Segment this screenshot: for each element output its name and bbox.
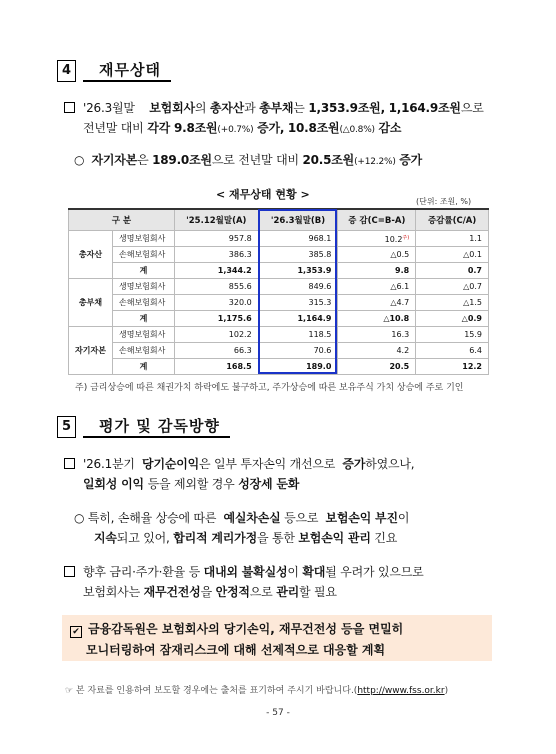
table-cell-a [174,327,258,343]
text: 이 [397,511,410,525]
section-title: 평가 및 감독방향 [83,416,230,438]
text: (+0.7%) [217,125,254,135]
table-cell-sub [112,231,174,247]
text: 은 [137,153,149,167]
page-number: - 57 - [266,708,290,718]
cell-value: 손해보험회사 [118,346,166,355]
text: 20.5조원 [302,153,355,167]
group-label: 총자산 [69,231,113,279]
table-cell-d [416,359,489,375]
text: 향후 금리·주가·환율 등 [83,565,200,579]
table-cell-sub [112,311,174,327]
text: 당기순이익 [142,457,200,471]
cell-value: 20.5 [389,362,410,371]
table-cell-a [174,359,258,375]
text: 자기자본 [91,153,138,167]
table-cell-sub [112,263,174,279]
cell-value: 6.4 [469,346,482,355]
text: 확대 [302,565,326,579]
text: 긴요 [374,531,398,545]
table-cell-d [416,247,489,263]
text: 일회성 이익 [83,477,144,491]
text: 관리 [276,585,299,599]
group-label: 자기자본 [69,327,113,375]
table-cell-d [416,295,489,311]
table-cell-a [174,231,258,247]
cell-value: 10.2 [384,234,403,244]
text: 보험손익 관리 [298,531,371,545]
cell-value: 386.3 [228,250,252,259]
circle-bullet-icon: ○ [74,153,85,167]
checkmark-icon: ✔ [70,626,82,638]
table-cell-c [338,311,416,327]
cell-value: 12.2 [462,362,482,371]
cell-value: 16.3 [391,330,410,339]
s5-paragraph-3-line-2 [83,584,337,600]
cell-value: 849.6 [308,282,332,291]
table-cell-a [174,295,258,311]
text: 되고 있어, [116,531,170,545]
text: 으로 [249,585,273,599]
text: 성장세 둔화 [238,477,300,491]
table-cell-sub [112,279,174,295]
text: 등으로 [284,511,319,525]
table-cell-sub [112,327,174,343]
s4-paragraph-1-line-1 [64,100,484,116]
text: 등을 제외할 경우 [147,477,235,491]
text: 보험손익 부진 [325,511,398,525]
s4-paragraph-1-line-2 [83,120,401,138]
text: 의 [194,101,207,115]
text: 금융감독원은 보험회사의 당기손익, 재무건전성 등을 면밀히 [88,622,404,636]
text: 감소 [378,121,402,135]
text: '26.1분기 [83,457,135,471]
footnote-marker: 주) [402,234,410,241]
section-number: 4 [57,60,76,82]
cell-value: 1,353.9 [297,266,332,275]
table-cell-d [416,343,489,359]
cell-value: 1.1 [469,234,482,243]
cell-value: 손해보험회사 [118,250,166,259]
table-cell-d [416,327,489,343]
table-cell-d [416,279,489,295]
table-cell-a [174,343,258,359]
table-cell-a [174,247,258,263]
text: 는 [293,101,305,115]
s5-paragraph-2-line-1 [74,510,409,526]
text: 대내외 불확실성 [203,565,288,579]
text: 재무건전성 [143,585,201,599]
table-title: < 재무상태 현황 > [216,188,310,201]
table-footnote: 주) 금리상승에 따른 채권가치 하락에도 불구하고, 주가상승에 따른 보유주식 가치 상승에 주로 기인 [75,383,464,393]
cell-value: △10.8 [383,314,410,323]
table-cell-sub [112,359,174,375]
table-cell-a [174,263,258,279]
text: 증가 [399,153,423,167]
table-cell-c [338,231,416,247]
table-cell-d [416,311,489,327]
text: 총부채 [259,101,294,115]
header-c: 증 감(C=B-A) [338,209,416,231]
table-cell-c [338,295,416,311]
cell-value: △1.5 [463,298,482,307]
table-cell-sub [112,343,174,359]
table-cell-c [338,327,416,343]
text: '26.3월말 [83,101,135,115]
text: 할 필요 [299,585,337,599]
text: (+12.2%) [354,157,396,167]
text: 보험회사 [149,101,195,115]
text: ○ 특히, 손해율 상승에 따른 [74,511,217,525]
text: 증가, [257,121,285,135]
text: 각각 9.8조원 [147,121,218,135]
table-cell-a [174,311,258,327]
text: 과 [244,101,256,115]
text: 하였으나, [365,457,415,471]
text: ☞ 본 자료를 인용하여 보도할 경우에는 출처를 표기하여 주시기 바랍니다.( [65,686,358,696]
table-cell-sub [112,295,174,311]
cell-value: 0.7 [467,266,482,275]
header-category: 구 분 [69,209,175,231]
text: 지속 [94,531,117,545]
text: 으로 전년말 대비 [211,153,299,167]
cell-value: △4.7 [390,298,410,307]
text: 10.8조원 [287,121,340,135]
cell-value: 315.3 [308,298,332,307]
header-b: '26.3월말(B) [258,209,338,231]
s5-paragraph-3-line-1 [64,564,424,580]
table-unit: (단위: 조원, %) [416,197,472,206]
text: 예실차손실 [223,511,281,525]
s5-paragraph-1-line-2 [83,476,299,492]
section-number: 5 [57,416,76,438]
cell-value: 생명보험회사 [118,234,166,243]
cell-value: 9.8 [395,266,410,275]
table-cell-c [338,359,416,375]
text: 189.0조원 [152,153,212,167]
table-cell-c [338,247,416,263]
cell-value: △0.5 [390,250,410,259]
text: 총자산 [209,101,245,115]
cell-value: 1,164.9 [297,314,332,323]
text: 으로 [460,101,484,115]
table-cell-c [338,263,416,279]
fss-link[interactable]: http://www.fss.or.kr [357,686,445,696]
cell-value: 15.9 [464,330,482,339]
table-cell-c [338,279,416,295]
text: 1,353.9조원, [308,101,385,115]
text: 보험회사는 [83,585,140,599]
cell-value: 계 [139,362,148,371]
checkbox-bullet-icon [64,458,75,469]
cell-value: 102.2 [228,330,252,339]
cell-value: 계 [139,314,148,323]
text: 은 일부 투자손익 개선으로 [199,457,336,471]
cell-value: 189.0 [306,362,332,371]
checkbox-bullet-icon [64,102,75,113]
text: 이 [287,565,299,579]
text: 안정적 [215,585,250,599]
text: 될 우려가 있으므로 [325,565,424,579]
text: ) [444,686,449,696]
table-cell-sub [112,247,174,263]
cell-value: 118.5 [308,330,332,339]
highlight-box [258,209,337,374]
cell-value: 1,175.6 [217,314,252,323]
header-d: 증감률(C/A) [416,209,489,231]
cell-value: 968.1 [308,234,332,243]
cell-value: 1,344.2 [217,266,252,275]
cell-value: 385.8 [308,250,332,259]
cell-value: △0.9 [461,314,482,323]
section-title: 재무상태 [83,60,171,82]
text: (△0.8%) [339,125,375,135]
table-cell-c [338,343,416,359]
cell-value: 생명보험회사 [118,282,166,291]
cell-value: 생명보험회사 [118,330,166,339]
table-cell-a [174,279,258,295]
header-a: '25.12월말(A) [174,209,258,231]
cell-value: △6.1 [390,282,410,291]
cell-value: 320.0 [228,298,252,307]
table-cell-d [416,263,489,279]
callout-line-2: 모니터링하여 잠재리스크에 대해 선제적으로 대응할 계획 [86,643,386,657]
callout-line-1 [70,620,403,638]
conclusion-callout [62,615,492,661]
cell-value: △0.1 [463,250,482,259]
s5-paragraph-2-line-2 [94,530,397,546]
checkbox-bullet-icon [64,566,75,577]
table-cell-d [416,231,489,247]
text: 을 통한 [256,531,295,545]
citation-note [65,683,448,696]
cell-value: 70.6 [313,346,332,355]
cell-value: 168.5 [226,362,252,371]
cell-value: △0.7 [463,282,482,291]
text: 을 [200,585,212,599]
text: 증가 [342,457,366,471]
s4-paragraph-2 [74,152,422,170]
cell-value: 66.3 [233,346,252,355]
text: 1,164.9조원 [388,101,461,115]
cell-value: 손해보험회사 [118,298,166,307]
cell-value: 계 [139,266,148,275]
cell-value: 957.8 [228,234,252,243]
group-label: 총부채 [69,279,113,327]
text: 전년말 대비 [83,121,144,135]
text: 합리적 계리가정 [173,531,257,545]
cell-value: 4.2 [396,346,410,355]
s5-paragraph-1-line-1 [64,456,414,472]
cell-value: 855.6 [228,282,252,291]
